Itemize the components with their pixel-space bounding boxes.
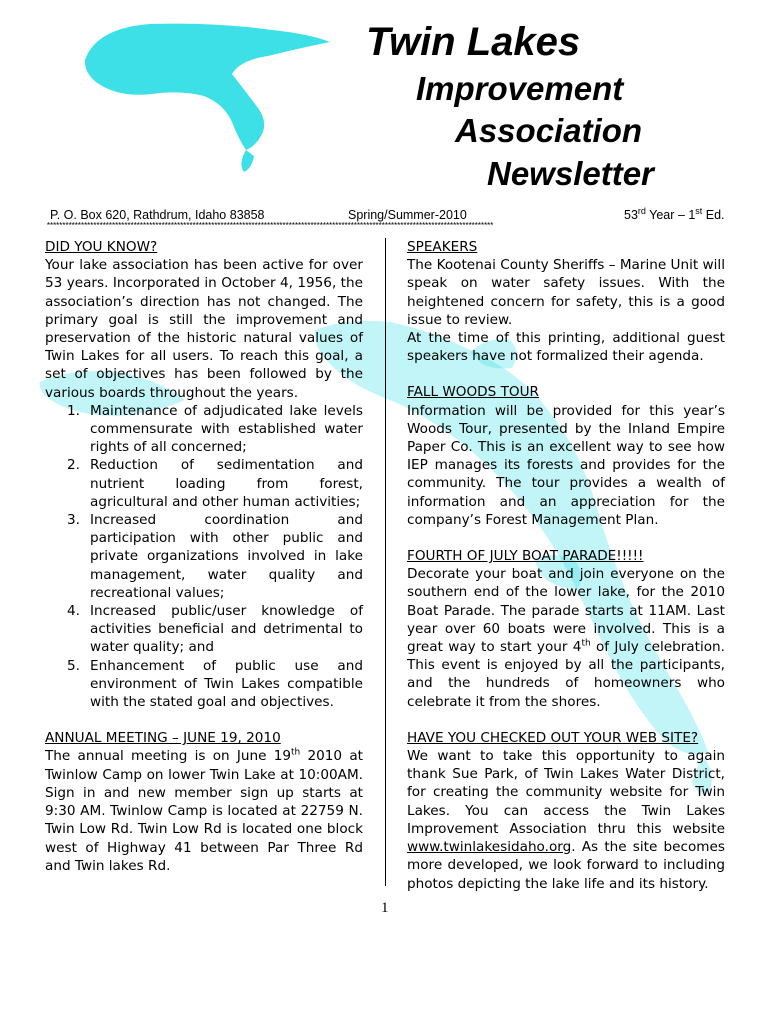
list-item <box>45 657 363 712</box>
column-divider <box>385 238 386 886</box>
list-item <box>45 511 363 602</box>
left-column <box>45 238 363 875</box>
did-you-know-intro: Your lake association has been active for over 53 years. Incorporated in October 4, 1956, the association’s direction has not changed. The primary goal is still the improvement and preservation of the historic natural values of Twin Lakes for all users. To reach this goal, a set of objectives has been followed by the various boards throughout the years. <box>45 257 363 401</box>
list-item <box>45 602 363 657</box>
boat-parade-sup: th <box>581 638 591 649</box>
website-text-a: We want to take this opportunity to again thank Sue Park, of Twin Lakes Water District, for creating the community website for Twin Lakes. You can access the Twin Lakes Improvement Association thru this website <box>407 748 725 837</box>
edition-year-label: Year – 1 <box>645 208 696 222</box>
woods-tour-text: Information will be provided for this year’s Woods Tour, presented by the Inland Empire Paper Co. This is an excellent way to see how IEP manages its forests and provides for the community. The tour provides a wealth of information and an appreciation for the company’s Forest Management Plan. <box>407 402 725 528</box>
masthead-line-improvement: Improvement <box>416 70 624 107</box>
page-number: 1 <box>381 900 389 916</box>
annual-meeting-text-a: The annual meeting is on June 19 <box>45 748 292 765</box>
list-item-text: Enhancement of public use and environment of Twin Lakes compatible with the stated goal and objectives. <box>90 657 363 711</box>
list-item-number: 5. <box>67 657 80 674</box>
annual-meeting-heading: ANNUAL MEETING – JUNE 19, 2010 <box>45 730 281 747</box>
annual-meeting-text-b: 2010 at Twinlow Camp on lower Twin Lake at 10:00AM. Sign in and new member sign up starts at 9:30 AM. Twinlow Camp is located at 22759 N. Twin Low Rd. Twin Low Rd is located one block west of Highway 41 between Par Three Rd and Twin lakes Rd. <box>45 748 363 874</box>
boat-parade-text <box>407 565 725 711</box>
list-item-text: Reduction of sedimentation and nutrient loading from forest, agricultural and other human activities; <box>90 457 363 510</box>
list-item <box>45 402 363 457</box>
masthead-line-newsletter: Newsletter <box>487 155 654 192</box>
asterisk-separator: ************************************************************************************************************************************************ <box>46 222 493 231</box>
website-heading: HAVE YOU CHECKED OUT YOUR WEB SITE? <box>407 729 699 746</box>
list-item-text: Increased coordination and participation with other public and private organizations involved in lake management, water quality and recreational values; <box>90 512 363 601</box>
website-text-b: . As the site becomes more developed, we look forward to including photos depicting the lake life and its history. <box>407 839 725 892</box>
list-item-text: Maintenance of adjudicated lake levels commensurate with established water rights of all concerned; <box>90 402 363 456</box>
annual-meeting-text <box>45 747 363 874</box>
boat-parade-text-a: Decorate your boat and join everyone on the southern end of the lower lake, for the 2010 Boat Parade. The parade starts at 11AM. Last year over 60 boats were involved. This is a great way to start your 4 <box>407 566 725 656</box>
edition-year: 53 <box>624 208 638 222</box>
boat-parade-text-b: of July celebration. This event is enjoyed by all the participants, and the hundreds of homeowners who celebrate it from the shores. <box>407 639 725 710</box>
speakers-para-2: At the time of this printing, additional guest speakers have not formalized their agenda. <box>407 330 725 365</box>
woods-tour-heading: FALL WOODS TOUR <box>407 384 539 401</box>
masthead-line-association: Association <box>455 112 643 149</box>
list-item-number: 4. <box>67 603 80 620</box>
list-item-number: 3. <box>67 512 80 529</box>
address-line: P. O. Box 620, Rathdrum, Idaho 83858 <box>50 208 265 222</box>
boat-parade-heading: FOURTH OF JULY BOAT PARADE!!!!! <box>407 548 644 565</box>
right-column <box>407 238 725 893</box>
edition-info <box>624 205 725 222</box>
edition-ed-suffix: st <box>695 205 703 216</box>
issue-season: Spring/Summer-2010 <box>348 208 467 222</box>
list-item-number: 2. <box>67 457 80 474</box>
speakers-para-1: The Kootenai County Sheriffs – Marine Unit will speak on water safety issues. With the heightened concern for safety, this is a good issue to review. <box>407 257 725 328</box>
edition-year-suffix: rd <box>637 205 646 216</box>
annual-meeting-sup: th <box>291 747 301 758</box>
edition-ed-label: Ed. <box>702 208 725 222</box>
list-item <box>45 456 363 511</box>
website-link[interactable]: www.twinlakesidaho.org <box>407 839 572 856</box>
did-you-know-heading: DID YOU KNOW? <box>45 239 158 255</box>
list-item-number: 1. <box>67 402 80 419</box>
list-item-text: Increased public/user knowledge of activities beneficial and detrimental to water quality; and <box>90 603 363 656</box>
website-text <box>407 747 725 893</box>
objectives-list <box>45 402 363 711</box>
speakers-heading: SPEAKERS <box>407 239 478 255</box>
masthead-title: Twin Lakes <box>366 20 581 64</box>
